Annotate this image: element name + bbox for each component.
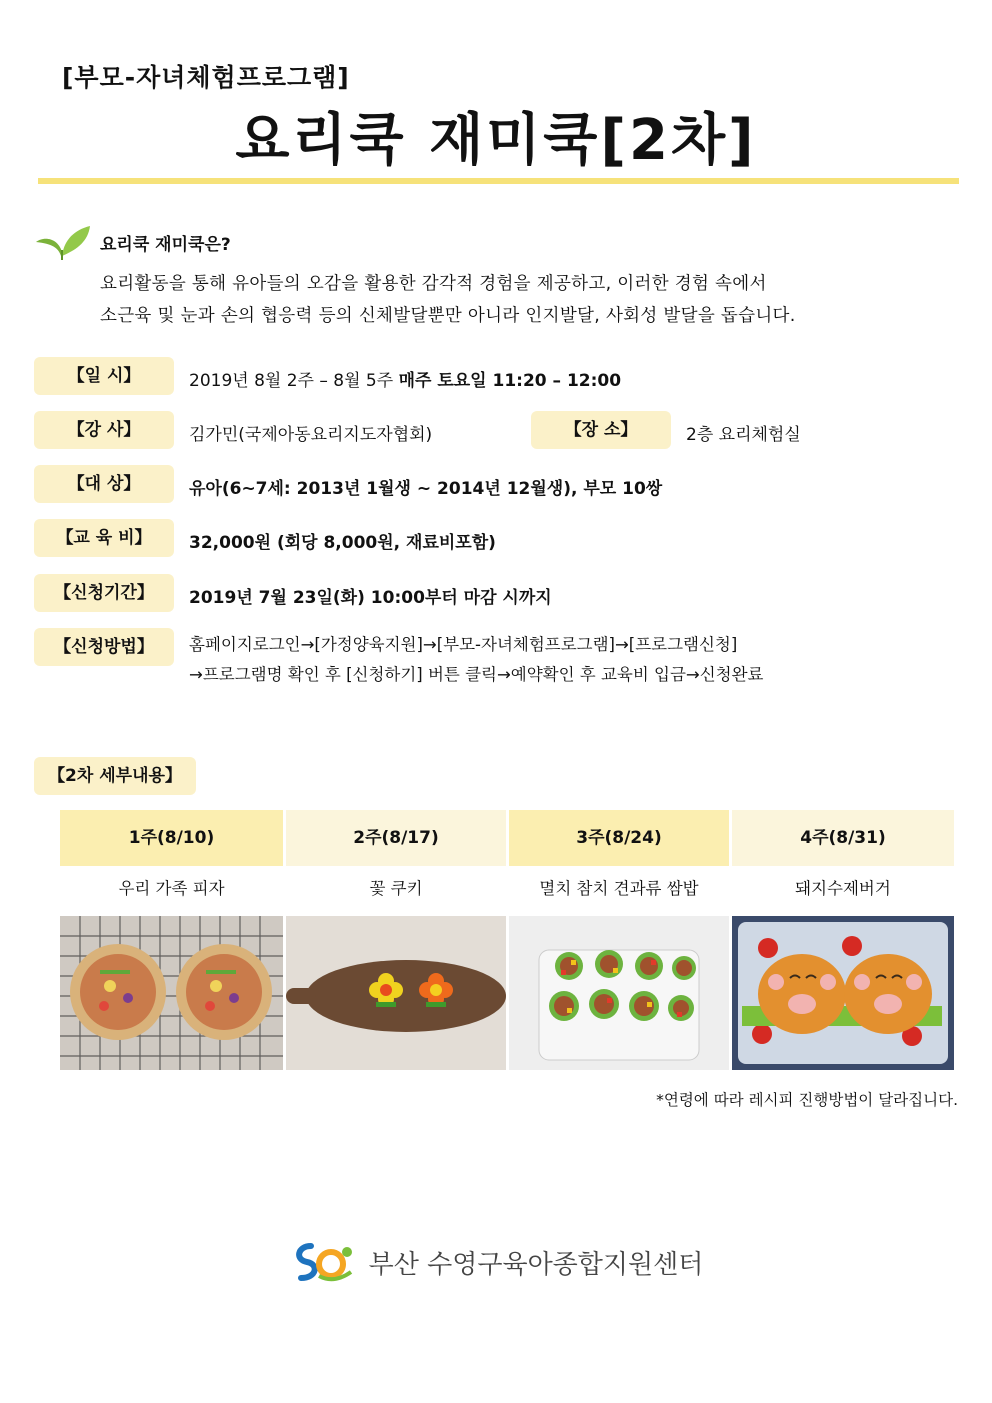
week-3-dish: 멸치 참치 견과류 쌈밥 xyxy=(539,879,699,898)
method-line-1: 홈페이지로그인→[가정양육지원]→[부모-자녀체험프로그램]→[프로그램신청] xyxy=(189,635,738,654)
instructor-label: 【강 사】 xyxy=(34,411,174,449)
week-4-header: 4주(8/31) xyxy=(732,810,954,866)
sprout-icon xyxy=(32,222,92,262)
period-label: 【신청기간】 xyxy=(34,574,174,612)
rice-wrap-photo xyxy=(509,916,729,1070)
target-label: 【대 상】 xyxy=(34,465,174,503)
period-value: 2019년 7월 23일(화) 10:00부터 마감 시까지 xyxy=(189,588,552,608)
instructor-value: 김가민(국제아동요리지도자협회) xyxy=(189,425,433,445)
weekly-schedule-table xyxy=(60,810,954,1070)
page-title: 요리쿡 재미쿡[2차] xyxy=(235,108,757,173)
intro-description xyxy=(100,268,796,332)
method-label: 【신청방법】 xyxy=(34,628,174,666)
week-4-dish: 돼지수제버거 xyxy=(795,879,891,898)
week-3-header: 3주(8/24) xyxy=(509,810,729,866)
pig-burger-photo xyxy=(732,916,954,1070)
fee-label: 【교 육 비】 xyxy=(34,519,174,557)
schedule-value xyxy=(189,366,621,391)
center-name: 부산 수영구육아종합지원센터 xyxy=(368,1249,704,1280)
target-value: 유아(6~7세: 2013년 1월생 ~ 2014년 12월생), 부모 10쌍 xyxy=(189,479,663,499)
place-label: 【장 소】 xyxy=(531,411,671,449)
pizza-photo xyxy=(60,916,283,1070)
method-line-2: →프로그램명 확인 후 [신청하기] 버튼 클릭→예약확인 후 교육비 입금→신청완료 xyxy=(189,665,764,684)
intro-line-1: 요리활동을 통해 유아들의 오감을 활용한 감각적 경험을 제공하고, 이러한 경험 속에서 xyxy=(100,274,767,294)
method-value xyxy=(189,630,763,690)
schedule-time: 매주 토요일 11:20 – 12:00 xyxy=(398,371,622,391)
program-subtitle: [부모-자녀체험프로그램] xyxy=(62,63,350,92)
recipe-note: *연령에 따라 레시피 진행방법이 달라집니다. xyxy=(656,1091,958,1109)
footer xyxy=(0,1240,992,1284)
details-label: 【2차 세부내용】 xyxy=(34,757,196,795)
intro-line-2: 소근육 및 눈과 손의 협응력 등의 신체발달뿐만 아니라 인지발달, 사회성 발달을 돕습니다. xyxy=(100,306,796,326)
week-1-dish: 우리 가족 피자 xyxy=(118,879,225,898)
intro-heading: 요리쿡 재미쿡은? xyxy=(100,235,231,255)
week-2-dish: 꽃 쿠키 xyxy=(369,879,423,898)
week-1-header: 1주(8/10) xyxy=(60,810,283,866)
place-value: 2층 요리체험실 xyxy=(686,425,801,445)
flower-cookie-photo xyxy=(286,916,506,1070)
title-divider xyxy=(38,178,959,184)
week-2-header: 2주(8/17) xyxy=(286,810,506,866)
schedule-dates: 2019년 8월 2주 – 8월 5주 xyxy=(189,371,399,391)
center-logo-icon xyxy=(289,1240,359,1284)
schedule-label: 【일 시】 xyxy=(34,357,174,395)
fee-value: 32,000원 (회당 8,000원, 재료비포함) xyxy=(189,533,496,553)
